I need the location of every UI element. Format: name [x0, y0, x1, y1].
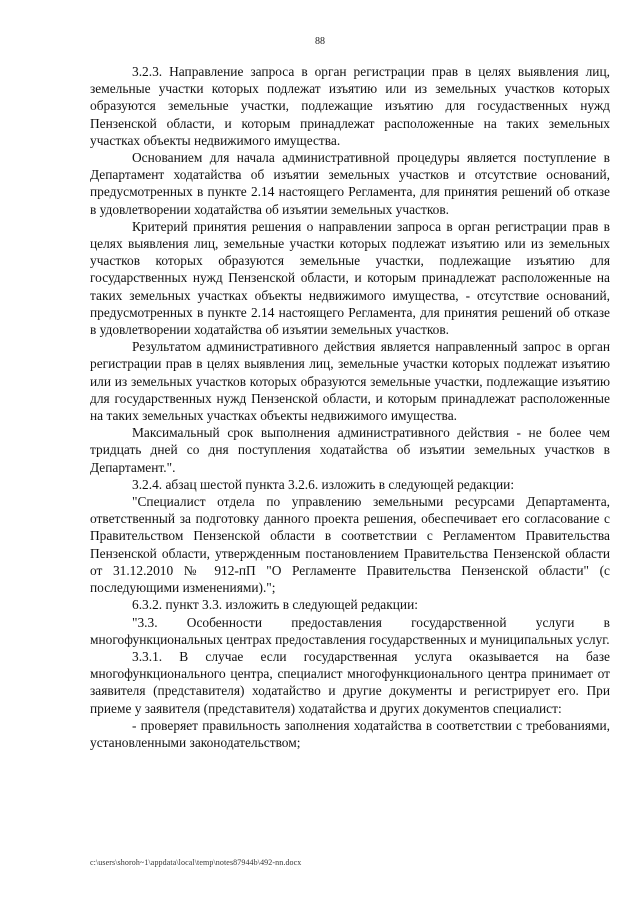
paragraph-max-term: Максимальный срок выполнения административного действия - не более чем тридцать дней со дня поступления ходатайства об изъятии земельных участков в Департамент.". [90, 425, 610, 475]
paragraph-specialist-quote: "Специалист отдела по управлению земельными ресурсами Департамента, ответственный за подготовку данного проекта решения, обеспечивает его согласование с Правительством Пензенской области в соответствии с Регламентом Правительства Пензенской области, утвержденным постановлением Правительства Пензенской области от 31.12.2010 № 912-пП "О Регламенте Правительства Пензенской области" (с последующими изменениями)."; [90, 494, 610, 596]
paragraph-3-3: "3.3. Особенности предоставления государственной услуги в многофункциональных центрах предоставления государственных и муниципальных услуг. [90, 614, 610, 647]
paragraph-3-2-3: 3.2.3. Направление запроса в орган регистрации прав в целях выявления лиц, земельные участки которых подлежат изъятию или из земельных участков которых образуются земельные участки, подлежащие изъятию для госудаственных нужд Пензенской области, и которым принадлежат расположенные на таких земельных участках объекты недвижимого имущества. [90, 64, 610, 148]
paragraph-criterion: Критерий принятия решения о направлении запроса в орган регистрации прав в целях выявления лиц, земельные участки которых подлежат изъятию или из земельных участков которых образуются земельные участки, подлежащие изъятию для государственных нужд Пензенской области, и которым принадлежат расположенные на таких земельных участках объекты недвижимого имущества, - отсутствие оснований, предусмотренных в пункте 2.14 настоящего Регламента, для принятия решений об отказе в удовлетворении ходатайства об изъятии земельных участков. [90, 218, 610, 338]
page-number: 88 [315, 36, 325, 47]
paragraph-checks-bullet: - проверяет правильность заполнения ходатайства в соответствии с требованиями, установленными законодательством; [90, 717, 610, 750]
paragraph-3-3-1: 3.3.1. В случае если государственная услуга оказывается на базе многофункционального центра, специалист многофункционального центра принимает от заявителя (представителя) ходатайство и другие документы и регистрирует его. При приеме у заявителя (представителя) ходатайства и других документов специалист: [90, 648, 610, 716]
paragraph-6-3-2: 6.3.2. пункт 3.3. изложить в следующей редакции: [132, 597, 418, 613]
footer-file-path: c:\users\shoroh~1\appdata\local\temp\notes87944b\492-nn.docx [90, 858, 302, 867]
paragraph-result: Результатом административного действия является направленный запрос в орган регистрации прав в целях выявления лиц, земельные участки которых подлежат изъятию или из земельных участков которых образуются земельные участки, подлежащие изъятию для государственных нужд Пензенской области, и которым принадлежат расположенные на таких земельных участках объекты недвижимого имущества. [90, 339, 610, 424]
paragraph-basis: Основанием для начала административной процедуры является поступление в Департамент ходатайства об изъятии земельных участков и отсутствие оснований, предусмотренных в пункте 2.14 настоящего Регламента, для принятия решений об отказе в удовлетворении ходатайства об изъятии земельных участков. [90, 150, 610, 217]
paragraph-3-2-4: 3.2.4. абзац шестой пункта 3.2.6. изложить в следующей редакции: [132, 476, 515, 492]
document-body [90, 63, 610, 751]
